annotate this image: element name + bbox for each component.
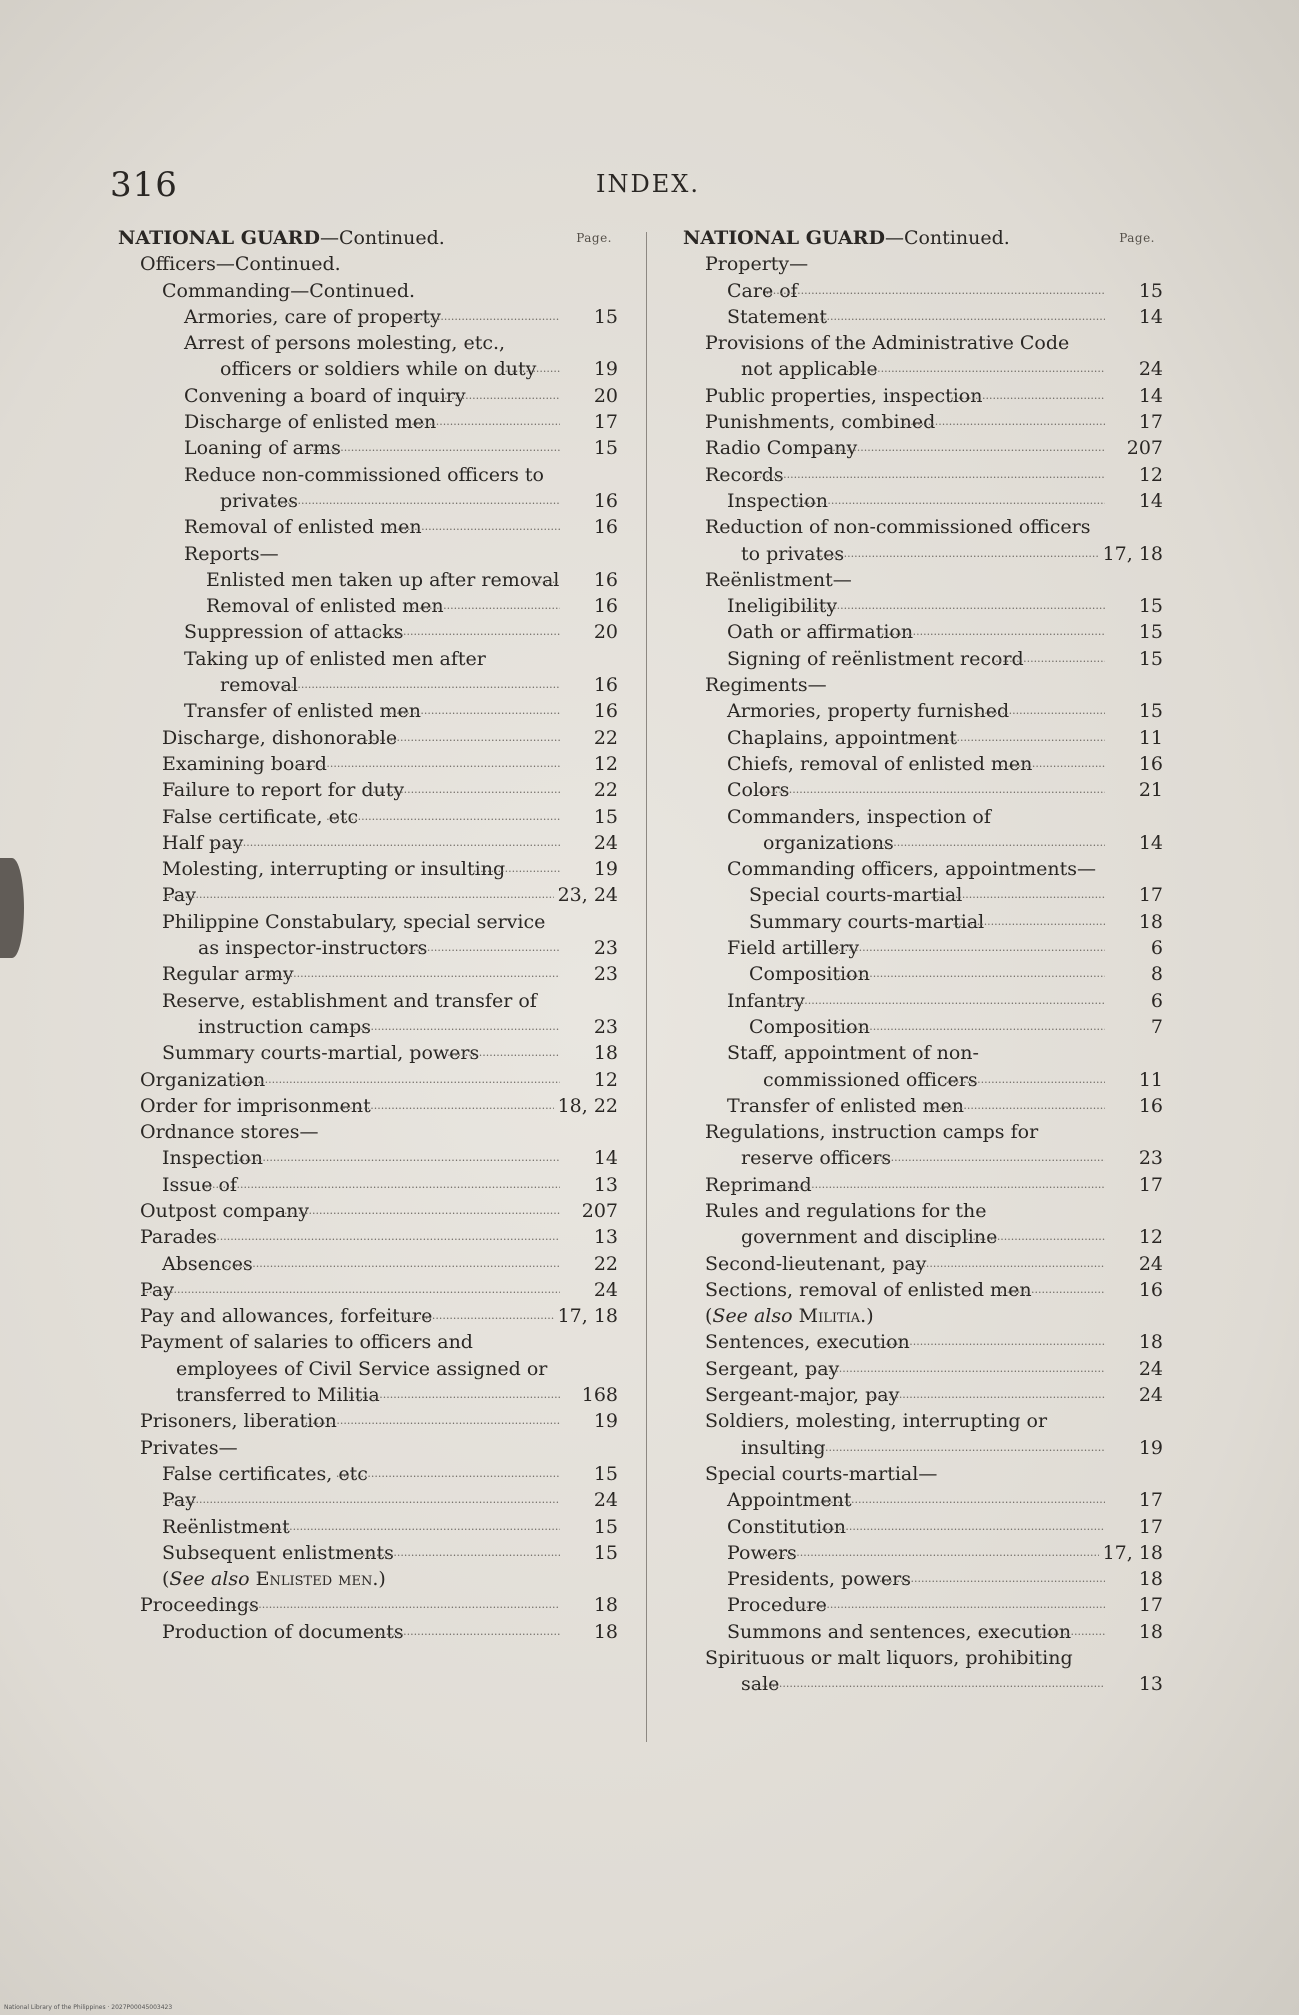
index-entry (118, 961, 618, 987)
entry-label: Officers—Continued. (140, 253, 341, 276)
page-column-label: Page. (1119, 231, 1155, 245)
index-entry (683, 935, 1163, 961)
page-reference: 15 (593, 805, 618, 828)
page-reference: 24 (593, 1278, 618, 1301)
index-entry (118, 646, 618, 699)
entry-label: Loaning of arms ..... (118, 435, 560, 461)
entry-label: Absences ..... (118, 1251, 560, 1277)
page-reference: 18 (1138, 1620, 1163, 1643)
page-reference: 15 (593, 1462, 618, 1485)
entry-label: Arrest of persons molesting, etc., officers or soldiers while on duty ..... (118, 330, 560, 383)
page-reference: 15 (593, 1515, 618, 1538)
page-reference: 13 (1138, 1673, 1163, 1696)
entry-label: Care of ..... (683, 278, 1105, 304)
entry-label: Subsequent enlistments ..... (118, 1540, 560, 1566)
index-entry (118, 1461, 618, 1487)
index-entry (118, 1251, 618, 1277)
entry-label: False certificate, etc ..... (118, 804, 560, 830)
entry-label: Appointment ..... (683, 1487, 1105, 1513)
page-reference: 24 (1138, 358, 1163, 381)
page-reference: 18 (593, 1620, 618, 1643)
index-entry (683, 988, 1163, 1014)
index-entry (118, 1093, 618, 1119)
entry-label: Convening a board of inquiry ..... (118, 383, 560, 409)
page-reference: 18 (1138, 1568, 1163, 1591)
index-entry (683, 1172, 1163, 1198)
index-entry (683, 567, 1163, 593)
index-entry (118, 567, 618, 593)
index-entry (683, 251, 1163, 277)
entry-label: Public properties, inspection ..... (683, 383, 1105, 409)
page-reference: 17 (1138, 1594, 1163, 1617)
index-entry (683, 856, 1163, 882)
entry-label: (See also Militia.) (705, 1305, 874, 1328)
entry-label: Removal of enlisted men ..... (118, 514, 560, 540)
index-entry (118, 1119, 618, 1145)
page-reference: 17, 18 (1102, 542, 1163, 565)
entry-label: Issue of ..... (118, 1172, 560, 1198)
index-entry (118, 278, 618, 304)
entry-label: Provisions of the Administrative Code not applicable ..... (683, 330, 1105, 383)
entry-label: Constitution ..... (683, 1514, 1105, 1540)
index-entry (683, 1592, 1163, 1618)
page-reference: 14 (1138, 384, 1163, 407)
entry-label: Rules and regulations for the government and discipline ..... (683, 1198, 1105, 1251)
entry-label: Chaplains, appointment ..... (683, 725, 1105, 751)
column-heading (118, 225, 618, 251)
page-number: 316 (110, 165, 178, 205)
entry-label: Staff, appointment of non-commissioned officers ..... (683, 1040, 1105, 1093)
index-entry (683, 1198, 1163, 1251)
index-entry (683, 1329, 1163, 1355)
page-reference: 23 (593, 963, 618, 986)
page-reference: 18 (593, 1042, 618, 1065)
entry-label: Inspection ..... (683, 488, 1105, 514)
entry-label: Pay ..... (118, 1277, 560, 1303)
index-entry (683, 646, 1163, 672)
index-entry (118, 462, 618, 515)
entry-label: Reports— (184, 542, 279, 565)
page-reference: 16 (593, 595, 618, 618)
page-reference: 15 (1138, 647, 1163, 670)
index-entry (118, 1435, 618, 1461)
page-reference: 12 (1138, 1226, 1163, 1249)
index-entry (118, 383, 618, 409)
index-entry (118, 619, 618, 645)
index-entry (683, 1251, 1163, 1277)
index-entry (118, 251, 618, 277)
page-reference: 16 (593, 700, 618, 723)
entry-label: Ineligibility ..... (683, 593, 1105, 619)
entry-label: Records ..... (683, 462, 1105, 488)
index-entry (683, 409, 1163, 435)
page-reference: 17 (1138, 1489, 1163, 1512)
page-reference: 16 (593, 674, 618, 697)
entry-label: Proceedings ..... (118, 1592, 560, 1618)
page-reference: 12 (593, 1068, 618, 1091)
entry-label: Armories, care of property ..... (118, 304, 560, 330)
entry-label: Reënlistment— (705, 568, 852, 591)
page-column-label: Page. (576, 231, 612, 245)
page-reference: 16 (1138, 1278, 1163, 1301)
index-entry (683, 672, 1163, 698)
entry-label: Property— (705, 253, 809, 276)
entry-label: Oath or affirmation ..... (683, 619, 1105, 645)
page-reference: 19 (1138, 1436, 1163, 1459)
index-entry (118, 1514, 618, 1540)
index-entry (683, 383, 1163, 409)
entry-label: Philippine Constabulary, special service as inspector-instructors ..... (118, 909, 560, 962)
index-entry (118, 1487, 618, 1513)
index-entry (118, 1303, 618, 1329)
entry-label: Reduction of non-commissioned officers to privates ..... (683, 514, 1099, 567)
index-entry (118, 1619, 618, 1645)
scan-shadow-mark (0, 858, 24, 958)
page-reference: 18 (593, 1594, 618, 1617)
page-reference: 15 (1138, 700, 1163, 723)
page-reference: 15 (1138, 279, 1163, 302)
index-entry (683, 1645, 1163, 1698)
index-entry (683, 1040, 1163, 1093)
entry-label: Inspection ..... (118, 1145, 560, 1171)
index-entry (683, 1461, 1163, 1487)
index-column-right (683, 225, 1163, 1698)
index-entry (118, 882, 618, 908)
entry-label: Privates— (140, 1436, 238, 1459)
entry-label: Reserve, establishment and transfer of instruction camps ..... (118, 988, 560, 1041)
index-entry (683, 1093, 1163, 1119)
entry-list (118, 251, 618, 1645)
index-entry (118, 1408, 618, 1434)
entry-label: Summons and sentences, execution ..... (683, 1619, 1105, 1645)
entry-label: Field artillery ..... (683, 935, 1105, 961)
index-entry (683, 619, 1163, 645)
entry-label: Reduce non-commissioned officers to privates ..... (118, 462, 560, 515)
page-reference: 207 (1126, 437, 1163, 460)
index-entry (683, 1014, 1163, 1040)
index-entry (683, 1566, 1163, 1592)
page-reference: 14 (1138, 831, 1163, 854)
entry-label: Pay ..... (118, 882, 554, 908)
entry-label: Regiments— (705, 674, 827, 697)
entry-label: Punishments, combined ..... (683, 409, 1105, 435)
index-entry (118, 1145, 618, 1171)
index-entry (118, 409, 618, 435)
index-entry (683, 514, 1163, 567)
page-reference: 16 (593, 568, 618, 591)
page-reference: 17, 18 (1102, 1541, 1163, 1564)
page-reference: 20 (593, 384, 618, 407)
index-entry (683, 1356, 1163, 1382)
entry-label: Commanding officers, appointments— (727, 858, 1096, 881)
page-reference: 15 (1138, 595, 1163, 618)
entry-label: Commanders, inspection of organizations ..... (683, 804, 1105, 857)
entry-label: Failure to report for duty ..... (118, 777, 560, 803)
entry-label: Pay ..... (118, 1487, 560, 1513)
page-reference: 23, 24 (557, 884, 618, 907)
index-entry (683, 1540, 1163, 1566)
page-reference: 13 (593, 1226, 618, 1249)
entry-label: Ordnance stores— (140, 1121, 319, 1144)
entry-label: False certificates, etc ..... (118, 1461, 560, 1487)
page-reference: 23 (1138, 1147, 1163, 1170)
page-reference: 13 (593, 1173, 618, 1196)
page-reference: 16 (1138, 1094, 1163, 1117)
entry-label: (See also Enlisted men.) (162, 1568, 386, 1591)
entry-label: Outpost company ..... (118, 1198, 560, 1224)
entry-label: Presidents, powers ..... (683, 1566, 1105, 1592)
entry-label: Reprimand ..... (683, 1172, 1105, 1198)
entry-label: Enlisted men taken up after removal ..... (118, 567, 560, 593)
entry-label: Summary courts-martial ..... (683, 909, 1105, 935)
index-column-left (118, 225, 618, 1645)
page-reference: 24 (1138, 1252, 1163, 1275)
page-reference: 24 (1138, 1384, 1163, 1407)
page-reference: 6 (1150, 989, 1163, 1012)
running-head: INDEX. (596, 170, 700, 198)
entry-label: Powers ..... (683, 1540, 1099, 1566)
index-entry (683, 751, 1163, 777)
page-reference: 12 (593, 752, 618, 775)
page-reference: 7 (1150, 1015, 1163, 1038)
entry-label: Sections, removal of enlisted men ..... (683, 1277, 1105, 1303)
entry-label: Removal of enlisted men ..... (118, 593, 560, 619)
column-heading (683, 225, 1163, 251)
entry-label: Half pay ..... (118, 830, 560, 856)
entry-label: Summary courts-martial, powers ..... (118, 1040, 560, 1066)
entry-label: Commanding—Continued. (162, 279, 416, 302)
index-entry (118, 1172, 618, 1198)
index-entry (118, 698, 618, 724)
index-entry (118, 751, 618, 777)
index-entry (118, 304, 618, 330)
entry-label: Payment of salaries to officers and employees of Civil Service assigned or transferred to Militia ..... (118, 1329, 560, 1408)
index-entry (683, 304, 1163, 330)
entry-label: Prisoners, liberation ..... (118, 1408, 560, 1434)
index-entry (683, 1619, 1163, 1645)
page-reference: 19 (593, 358, 618, 381)
index-entry (118, 330, 618, 383)
index-entry (118, 777, 618, 803)
page-reference: 22 (593, 726, 618, 749)
entry-label: Reënlistment ..... (118, 1514, 560, 1540)
index-entry (683, 804, 1163, 857)
heading-text: NATIONAL GUARD (118, 227, 320, 249)
index-entry (118, 1198, 618, 1224)
page-reference: 18 (1138, 910, 1163, 933)
index-entry (683, 1303, 1163, 1329)
entry-label: Transfer of enlisted men ..... (683, 1093, 1105, 1119)
page-reference: 23 (593, 1015, 618, 1038)
entry-label: Discharge of enlisted men ..... (118, 409, 560, 435)
page-reference: 6 (1150, 937, 1163, 960)
index-entry (683, 1277, 1163, 1303)
page-reference: 18 (1138, 1331, 1163, 1354)
index-entry (683, 1382, 1163, 1408)
heading-suffix: —Continued. (319, 227, 445, 249)
index-entry (683, 1408, 1163, 1461)
entry-label: Spirituous or malt liquors, prohibiting sale ..... (683, 1645, 1105, 1698)
index-entry (683, 961, 1163, 987)
page-reference: 12 (1138, 463, 1163, 486)
scan-footer-text: National Library of the Philippines · 2027P00045003423 (4, 2004, 173, 2011)
entry-label: Parades ..... (118, 1224, 560, 1250)
index-entry (118, 1224, 618, 1250)
index-entry (118, 1040, 618, 1066)
entry-label: Soldiers, molesting, interrupting or insulting ..... (683, 1408, 1105, 1461)
entry-label: Pay and allowances, forfeiture ..... (118, 1303, 554, 1329)
index-entry (118, 1329, 618, 1408)
page-reference: 20 (593, 621, 618, 644)
page-reference: 15 (593, 1541, 618, 1564)
page-reference: 17 (593, 411, 618, 434)
entry-label: Organization ..... (118, 1067, 560, 1093)
index-entry (683, 593, 1163, 619)
page-reference: 8 (1150, 963, 1163, 986)
entry-label: Examining board ..... (118, 751, 560, 777)
page-reference: 16 (593, 516, 618, 539)
entry-label: Order for imprisonment ..... (118, 1093, 554, 1119)
entry-label: Chiefs, removal of enlisted men ..... (683, 751, 1105, 777)
index-entry (683, 1119, 1163, 1172)
entry-label: Regular army ..... (118, 961, 560, 987)
index-entry (683, 777, 1163, 803)
entry-label: Molesting, interrupting or insulting ..... (118, 856, 560, 882)
index-entry (118, 804, 618, 830)
entry-label: Sentences, execution ..... (683, 1329, 1105, 1355)
page-reference: 24 (593, 831, 618, 854)
index-entry (118, 1067, 618, 1093)
index-entry (118, 1592, 618, 1618)
index-entry (118, 1277, 618, 1303)
page-reference: 207 (581, 1199, 618, 1222)
index-entry (683, 1514, 1163, 1540)
index-entry (118, 988, 618, 1041)
page-reference: 17 (1138, 411, 1163, 434)
index-entry (683, 725, 1163, 751)
entry-label: Infantry ..... (683, 988, 1105, 1014)
entry-label: Radio Company ..... (683, 435, 1105, 461)
page-reference: 19 (593, 1410, 618, 1433)
index-entry (118, 593, 618, 619)
index-entry (683, 462, 1163, 488)
entry-label: Procedure ..... (683, 1592, 1105, 1618)
page-reference: 15 (593, 437, 618, 460)
page-reference: 17 (1138, 1173, 1163, 1196)
entry-label: Discharge, dishonorable ..... (118, 725, 560, 751)
column-divider (646, 232, 647, 1742)
entry-label: Sergeant-major, pay ..... (683, 1382, 1105, 1408)
entry-label: Taking up of enlisted men after removal ..... (118, 646, 560, 699)
page-reference: 16 (593, 489, 618, 512)
page-reference: 22 (593, 779, 618, 802)
page-reference: 15 (1138, 621, 1163, 644)
entry-label: Sergeant, pay ..... (683, 1356, 1105, 1382)
page-reference: 17 (1138, 1515, 1163, 1538)
entry-label: Suppression of attacks ..... (118, 619, 560, 645)
index-entry (683, 1487, 1163, 1513)
index-entry (118, 1540, 618, 1566)
index-entry (683, 698, 1163, 724)
page-reference: 22 (593, 1252, 618, 1275)
page-reference: 24 (1138, 1357, 1163, 1380)
page-reference: 14 (1138, 489, 1163, 512)
entry-label: Regulations, instruction camps for reserve officers ..... (683, 1119, 1105, 1172)
index-entry (118, 1566, 618, 1592)
entry-label: Colors ..... (683, 777, 1105, 803)
index-entry (683, 488, 1163, 514)
page-reference: 18, 22 (557, 1094, 618, 1117)
entry-label: Special courts-martial ..... (683, 882, 1105, 908)
page-reference: 23 (593, 937, 618, 960)
page-reference: 168 (581, 1384, 618, 1407)
entry-label: Production of documents ..... (118, 1619, 560, 1645)
index-entry (683, 278, 1163, 304)
entry-label: Statement ..... (683, 304, 1105, 330)
entry-label: Composition ..... (683, 1014, 1105, 1040)
entry-label: Composition ..... (683, 961, 1105, 987)
page-reference: 24 (593, 1489, 618, 1512)
page-reference: 14 (1138, 305, 1163, 328)
entry-label: Armories, property furnished ..... (683, 698, 1105, 724)
entry-label: Transfer of enlisted men ..... (118, 698, 560, 724)
index-entry (683, 882, 1163, 908)
page-reference: 11 (1138, 1068, 1163, 1091)
index-entry (118, 541, 618, 567)
index-entry (118, 909, 618, 962)
index-entry (683, 330, 1163, 383)
entry-label: Special courts-martial— (705, 1462, 938, 1485)
index-entry (118, 435, 618, 461)
index-entry (683, 435, 1163, 461)
index-entry (118, 856, 618, 882)
page-reference: 11 (1138, 726, 1163, 749)
page-reference: 21 (1138, 779, 1163, 802)
page-reference: 19 (593, 858, 618, 881)
heading-suffix: —Continued. (884, 227, 1010, 249)
entry-label: Second-lieutenant, pay ..... (683, 1251, 1105, 1277)
index-entry (683, 909, 1163, 935)
page-reference: 14 (593, 1147, 618, 1170)
page-reference: 15 (593, 305, 618, 328)
entry-label: Signing of reënlistment record ..... (683, 646, 1105, 672)
page-reference: 17, 18 (557, 1305, 618, 1328)
entry-list (683, 251, 1163, 1697)
heading-text: NATIONAL GUARD (683, 227, 885, 249)
index-entry (118, 830, 618, 856)
index-entry (118, 514, 618, 540)
index-entry (118, 725, 618, 751)
page-reference: 16 (1138, 752, 1163, 775)
page-reference: 17 (1138, 884, 1163, 907)
